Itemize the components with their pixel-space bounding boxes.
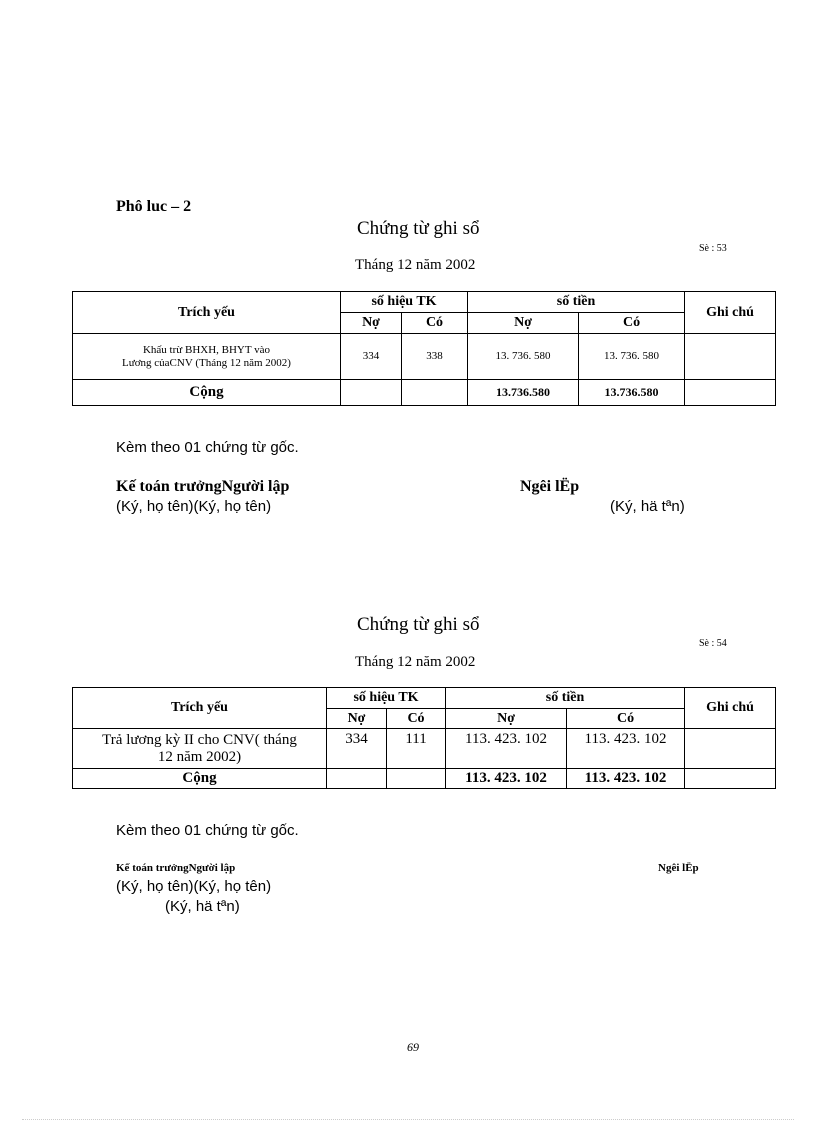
total-debit-amount: 113. 423. 102: [446, 769, 567, 789]
voucher2-period: Tháng 12 năm 2002: [355, 654, 476, 670]
row-debit-account: 334: [341, 334, 402, 380]
header-account-debit: Nợ: [341, 313, 402, 334]
header-amount: số tiền: [468, 292, 685, 313]
row-note: [685, 729, 776, 769]
voucher1-title: Chứng từ ghi sổ: [357, 218, 480, 239]
voucher1-signature-roles: Kế toán trưởngNgười lập: [116, 478, 290, 495]
voucher1-table: [72, 291, 776, 406]
header-account-credit: Có: [387, 709, 446, 729]
table-row: [73, 334, 776, 380]
voucher2-title: Chứng từ ghi sổ: [357, 614, 480, 635]
total-label: Cộng: [73, 380, 341, 406]
row-debit-amount: 113. 423. 102: [446, 729, 567, 769]
voucher2-attached: Kèm theo 01 chứng từ gốc.: [116, 822, 299, 839]
voucher2-number: Sè : 54: [699, 638, 727, 649]
total-credit-amount: 13.736.580: [579, 380, 685, 406]
voucher2-signature-roles: Kế toán trưởngNgười lập: [116, 862, 236, 874]
total-credit-amount: 113. 423. 102: [567, 769, 685, 789]
header-account-credit: Có: [402, 313, 468, 334]
header-summary: Trích yếu: [73, 292, 341, 334]
header-summary: Trích yếu: [73, 688, 327, 729]
voucher2-table: [72, 687, 776, 789]
header-account-no: số hiệu TK: [341, 292, 468, 313]
header-amount-credit: Có: [567, 709, 685, 729]
table-row: [73, 729, 776, 769]
page-number: 69: [407, 1040, 419, 1054]
row-summary-line1: Khấu trừ BHXH, BHYT vào: [142, 344, 271, 357]
voucher1-preparer-hint: (Ký, hä tªn): [610, 498, 685, 515]
voucher1-period: Tháng 12 năm 2002: [355, 257, 476, 273]
voucher1-number: Sè : 53: [699, 243, 727, 254]
header-note: Ghi chú: [685, 688, 776, 729]
voucher1-signature-hints: (Ký, họ tên)(Ký, họ tên): [116, 498, 272, 515]
page-bottom-divider: [22, 1119, 794, 1120]
row-credit-account: 338: [402, 334, 468, 380]
header-account-no: số hiệu TK: [327, 688, 446, 709]
total-row: [73, 769, 776, 789]
row-debit-account: 334: [327, 729, 387, 769]
voucher2-preparer-label: Ngêi lËp: [658, 862, 699, 874]
row-credit-amount: 13. 736. 580: [579, 334, 685, 380]
row-credit-account: 111: [387, 729, 446, 769]
voucher1-preparer-label: Ngêi lËp: [520, 478, 580, 495]
row-note: [685, 334, 776, 380]
voucher2-signature-hints: (Ký, họ tên)(Ký, họ tên): [116, 878, 272, 895]
voucher2-preparer-hint: (Ký, hä tªn): [165, 898, 240, 915]
row-summary: [73, 334, 341, 380]
header-amount: số tiền: [446, 688, 685, 709]
header-amount-debit: Nợ: [468, 313, 579, 334]
appendix-label: Phô luc – 2: [116, 198, 192, 215]
header-amount-credit: Có: [579, 313, 685, 334]
total-debit-amount: 13.736.580: [468, 380, 579, 406]
row-summary-line2: 12 năm 2002): [157, 748, 242, 765]
voucher1-attached: Kèm theo 01 chứng từ gốc.: [116, 439, 299, 456]
row-credit-amount: 113. 423. 102: [567, 729, 685, 769]
row-debit-amount: 13. 736. 580: [468, 334, 579, 380]
row-summary-line2: Lương củaCNV (Tháng 12 năm 2002): [122, 356, 291, 369]
header-account-debit: Nợ: [327, 709, 387, 729]
header-amount-debit: Nợ: [446, 709, 567, 729]
header-note: Ghi chú: [685, 292, 776, 334]
total-row: [73, 380, 776, 406]
total-label: Cộng: [73, 769, 327, 789]
row-summary-line1: Trả lương kỳ II cho CNV( tháng: [102, 732, 297, 748]
row-summary: [73, 729, 327, 769]
